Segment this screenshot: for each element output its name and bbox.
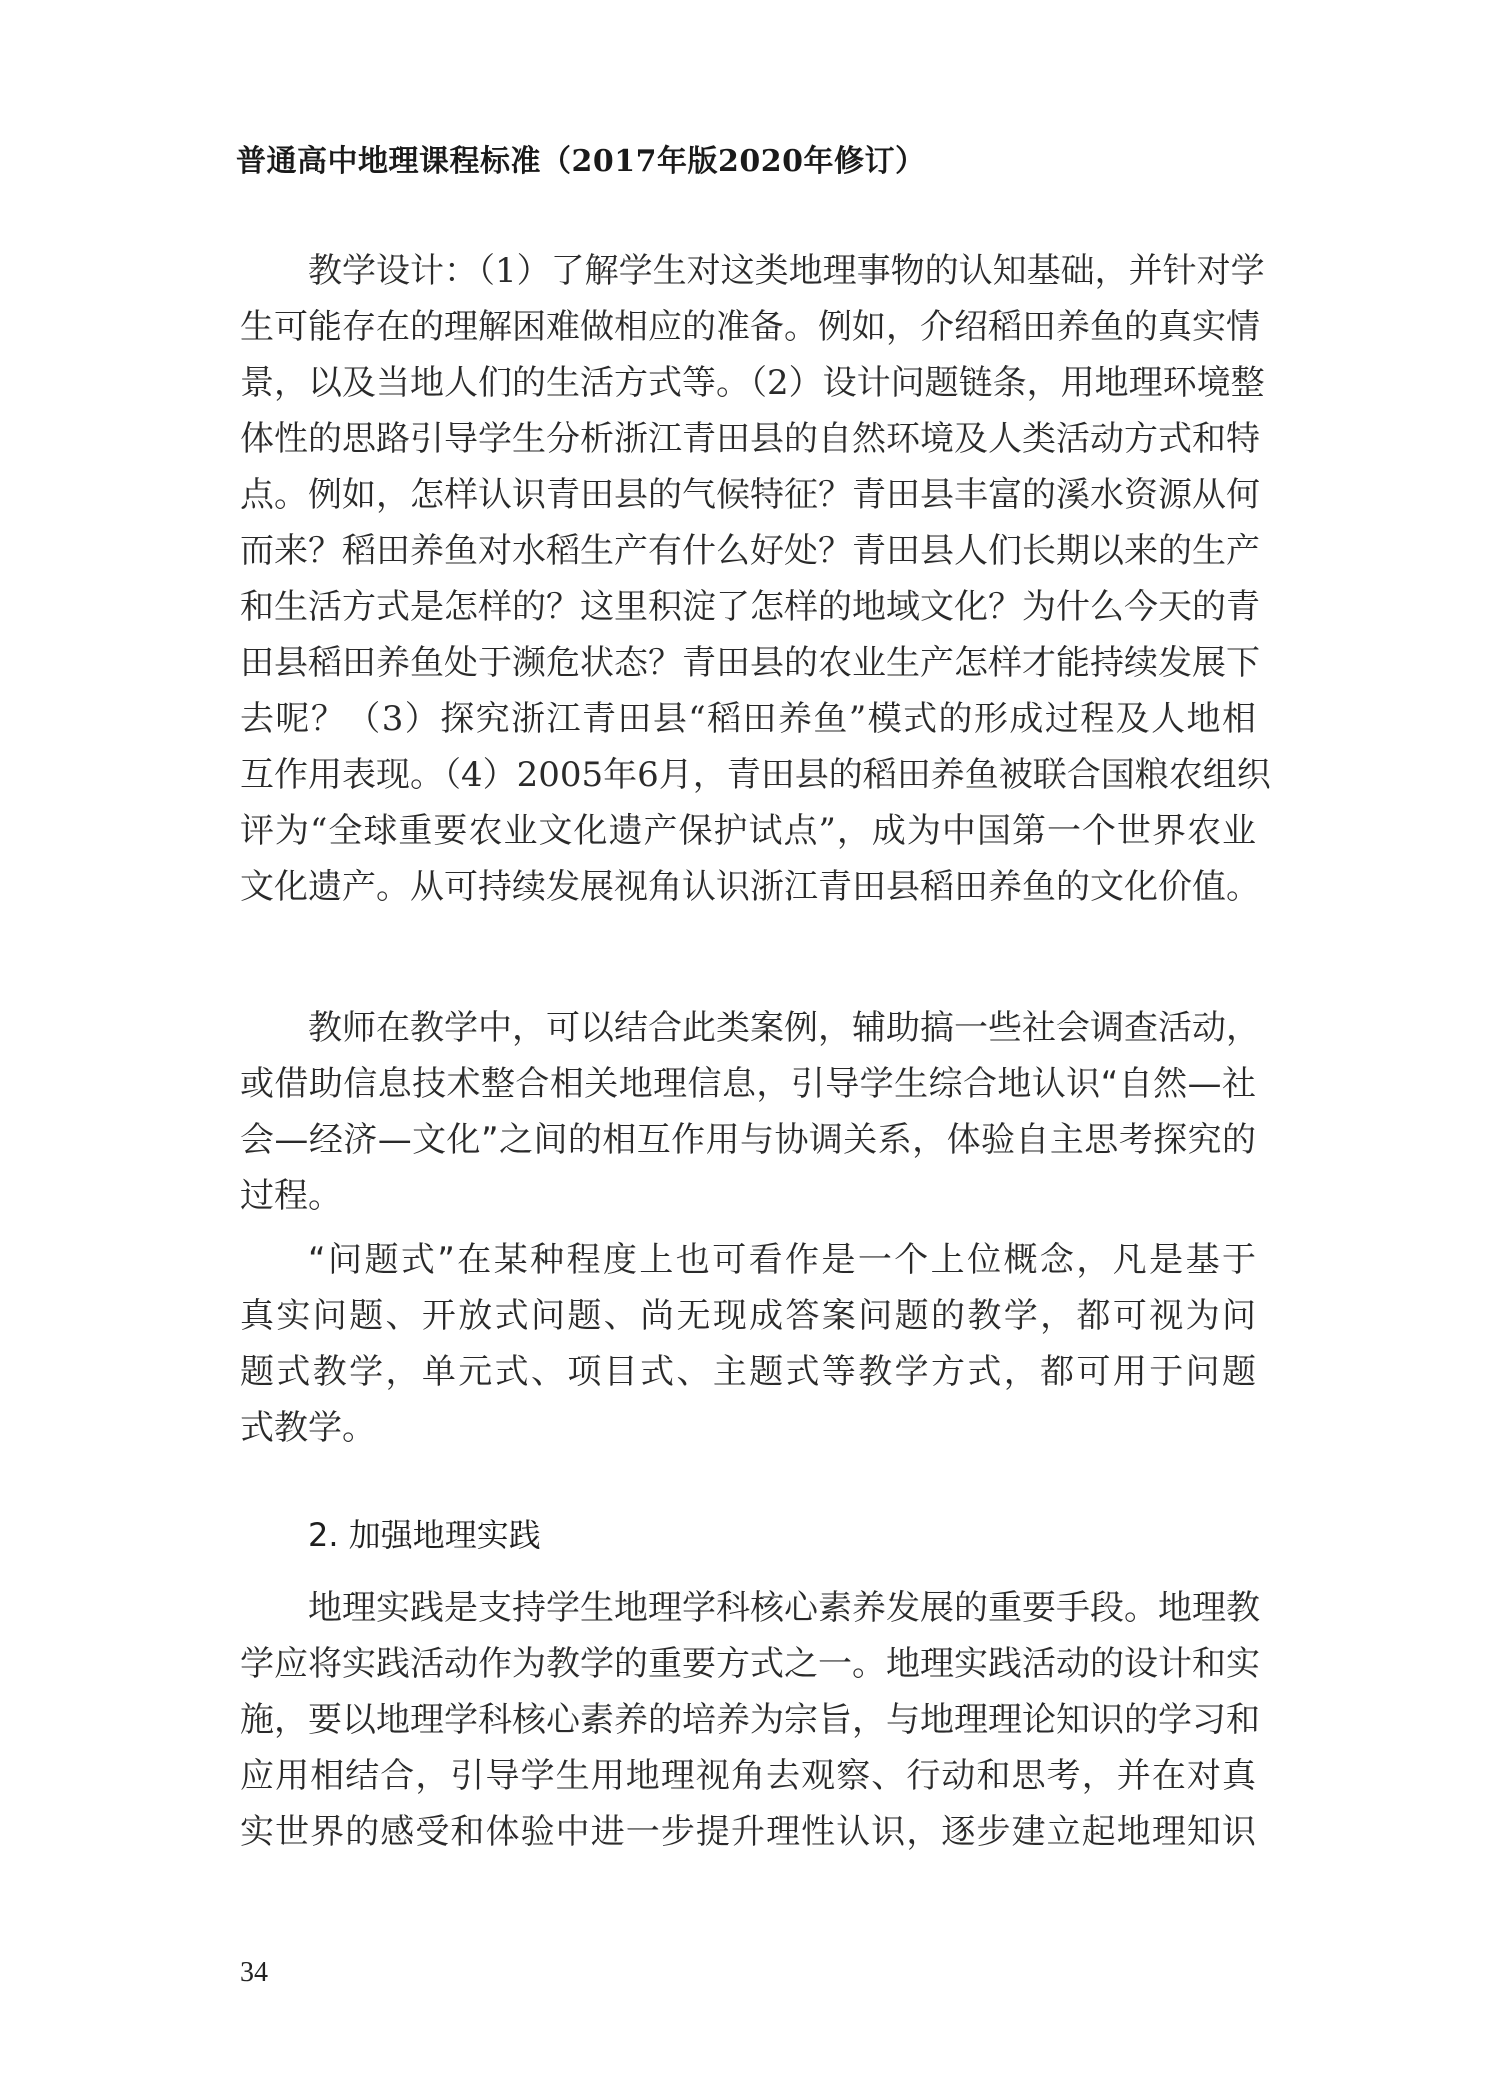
paragraph-line: 地理实践是支持学生地理学科核心素养发展的重要手段。地理教 — [308, 1588, 1260, 1628]
paragraph-line: 去呢？（3）探究浙江青田县“稻田养鱼”模式的形成过程及人地相 — [240, 699, 1256, 739]
paragraph-line: 教师在教学中，可以结合此类案例，辅助搞一些社会调查活动， — [308, 1008, 1260, 1048]
section-heading: 2. 加强地理实践 — [308, 1516, 541, 1554]
paragraph-line: 或借助信息技术整合相关地理信息，引导学生综合地认识“自然—社 — [240, 1064, 1256, 1104]
paragraph-line: 施，要以地理学科核心素养的培养为宗旨，与地理理论知识的学习和 — [240, 1700, 1260, 1740]
paragraph-line: 生可能存在的理解困难做相应的准备。例如，介绍稻田养鱼的真实情 — [240, 307, 1260, 347]
paragraph-line: 文化遗产。从可持续发展视角认识浙江青田县稻田养鱼的文化价值。 — [240, 867, 1260, 907]
paragraph-line: 过程。 — [240, 1176, 342, 1216]
paragraph-line: 题式教学，单元式、项目式、主题式等教学方式，都可用于问题 — [240, 1352, 1256, 1392]
paragraph-line: 景，以及当地人们的生活方式等。（2）设计问题链条，用地理环境整 — [240, 363, 1265, 403]
paragraph-line: 点。例如，怎样认识青田县的气候特征？青田县丰富的溪水资源从何 — [240, 475, 1260, 515]
paragraph-line: 和生活方式是怎样的？这里积淀了怎样的地域文化？为什么今天的青 — [240, 587, 1260, 627]
teacher-paragraph — [240, 1000, 1260, 1224]
paragraph-line: 会—经济—文化”之间的相互作用与协调关系，体验自主思考探究的 — [240, 1120, 1256, 1160]
paragraph-line: 学应将实践活动作为教学的重要方式之一。地理实践活动的设计和实 — [240, 1644, 1260, 1684]
teaching-design-paragraph — [240, 243, 1271, 915]
paragraph-line: 体性的思路引导学生分析浙江青田县的自然环境及人类活动方式和特 — [240, 419, 1260, 459]
paragraph-line: 教学设计：（1）了解学生对这类地理事物的认知基础，并针对学 — [308, 251, 1265, 291]
paragraph-line: 真实问题、开放式问题、尚无现成答案问题的教学，都可视为问 — [240, 1296, 1256, 1336]
paragraph-line: 而来？稻田养鱼对水稻生产有什么好处？青田县人们长期以来的生产 — [240, 531, 1260, 571]
running-header: 普通高中地理课程标准（2017年版2020年修订） — [236, 144, 926, 179]
page-number: 34 — [240, 1957, 268, 1988]
practice-paragraph — [240, 1580, 1260, 1860]
paragraph-line: 互作用表现。（4）2005年6月，青田县的稻田养鱼被联合国粮农组织 — [240, 755, 1271, 795]
paragraph-line: 式教学。 — [240, 1408, 376, 1448]
problem-based-paragraph — [240, 1232, 1256, 1456]
paragraph-line: 田县稻田养鱼处于濒危状态？青田县的农业生产怎样才能持续发展下 — [240, 643, 1260, 683]
paragraph-line: 应用相结合，引导学生用地理视角去观察、行动和思考，并在对真 — [240, 1756, 1256, 1796]
paragraph-line: “问题式”在某种程度上也可看作是一个上位概念，凡是基于 — [308, 1240, 1256, 1280]
paragraph-line: 实世界的感受和体验中进一步提升理性认识，逐步建立起地理知识 — [240, 1812, 1256, 1852]
paragraph-line: 评为“全球重要农业文化遗产保护试点”，成为中国第一个世界农业 — [240, 811, 1256, 851]
